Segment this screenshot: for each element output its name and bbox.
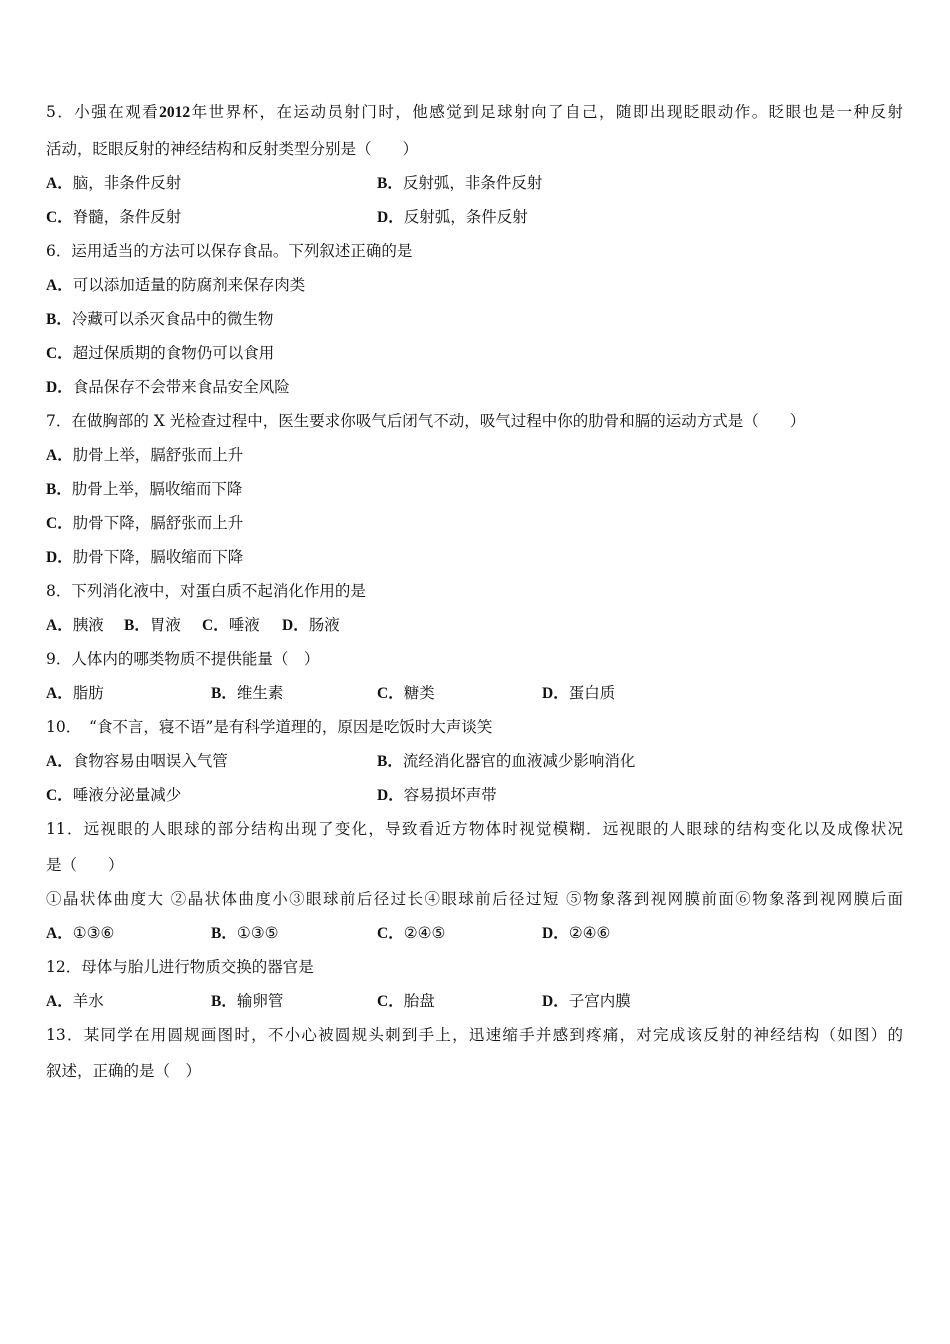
question-5-line-1: 5．小强在观看2012年世界杯，在运动员射门时，他感觉到足球射向了自己，随即出现眨眼动作。眨眼也是一种反射: [46, 103, 903, 121]
question-11-line-3: ①晶状体曲度大 ②晶状体曲度小③眼球前后径过长④眼球前后径过短 ⑤物象落到视网膜前面⑥物象落到视网膜后面: [46, 890, 903, 908]
question-12-option-a: A．羊水: [46, 992, 104, 1010]
question-9-option-d: D．蛋白质: [542, 684, 616, 702]
question-9-option-b: B．维生素: [211, 684, 284, 702]
question-11-option-d: D．②④⑥: [542, 924, 611, 942]
question-12-option-b: B．输卵管: [211, 992, 284, 1010]
question-10-option-d: D．容易损坏声带: [377, 786, 497, 804]
question-6-option-a: A．可以添加适量的防腐剂来保存肉类: [46, 276, 306, 294]
question-12-option-c: C．胎盘: [377, 992, 435, 1010]
question-9-option-c: C．糖类: [377, 684, 435, 702]
question-8-option-d: D．肠液: [282, 616, 340, 634]
question-13-line-1: 13．某同学在用圆规画图时，不小心被圆规头刺到手上，迅速缩手并感到疼痛，对完成该反射的神经结构（如图）的: [46, 1026, 903, 1044]
question-13-line-2: 叙述，正确的是（ ）: [46, 1062, 202, 1080]
question-6-option-d: D．食品保存不会带来食品安全风险: [46, 378, 290, 396]
question-10-stem: 10． “食不言，寝不语”是有科学道理的，原因是吃饭时大声谈笑: [46, 718, 493, 736]
question-5-option-d: D．反射弧，条件反射: [377, 208, 528, 226]
question-12-option-d: D．子宫内膜: [542, 992, 631, 1010]
question-7-option-d: D．肋骨下降，膈收缩而下降: [46, 548, 244, 566]
question-8-stem: 8．下列消化液中，对蛋白质不起消化作用的是: [46, 582, 366, 600]
question-5-option-b: B．反射弧，非条件反射: [377, 174, 543, 192]
question-10-option-c: C．唾液分泌量减少: [46, 786, 182, 804]
question-11-option-a: A．①③⑥: [46, 924, 115, 942]
question-9-stem: 9．人体内的哪类物质不提供能量（ ）: [46, 650, 320, 668]
question-7-option-c: C．肋骨下降，膈舒张而上升: [46, 514, 244, 532]
question-7-stem: 7．在做胸部的 X 光检查过程中，医生要求你吸气后闭气不动，吸气过程中你的肋骨和膈的运动方式是（ ）: [46, 412, 806, 430]
question-7-option-b: B．肋骨上举，膈收缩而下降: [46, 480, 243, 498]
question-11-option-c: C．②④⑤: [377, 924, 446, 942]
question-11-line-2: 是（ ）: [46, 856, 124, 874]
question-12-stem: 12．母体与胎儿进行物质交换的器官是: [46, 958, 314, 976]
question-10-option-a: A．食物容易由咽误入气管: [46, 752, 228, 770]
question-6-option-b: B．冷藏可以杀灭食品中的微生物: [46, 310, 274, 328]
question-5-option-c: C．脊髓，条件反射: [46, 208, 182, 226]
question-7-option-a: A．肋骨上举，膈舒张而上升: [46, 446, 244, 464]
question-8-option-a: A．胰液: [46, 616, 104, 634]
question-8-option-c: C．唾液: [202, 616, 260, 634]
question-10-option-b: B．流经消化器官的血液减少影响消化: [377, 752, 636, 770]
question-8-option-b: B．胃液: [124, 616, 181, 634]
question-9-option-a: A．脂肪: [46, 684, 104, 702]
question-5-line-2: 活动，眨眼反射的神经结构和反射类型分别是（ ）: [46, 140, 419, 158]
question-6-option-c: C．超过保质期的食物仍可以食用: [46, 344, 275, 362]
question-11-option-b: B．①③⑤: [211, 924, 279, 942]
question-6-stem: 6．运用适当的方法可以保存食品。下列叙述正确的是: [46, 242, 413, 260]
question-5-option-a: A．脑，非条件反射: [46, 174, 182, 192]
question-11-line-1: 11．远视眼的人眼球的部分结构出现了变化，导致看近方物体时视觉模糊．远视眼的人眼球的结构变化以及成像状况: [46, 820, 903, 838]
